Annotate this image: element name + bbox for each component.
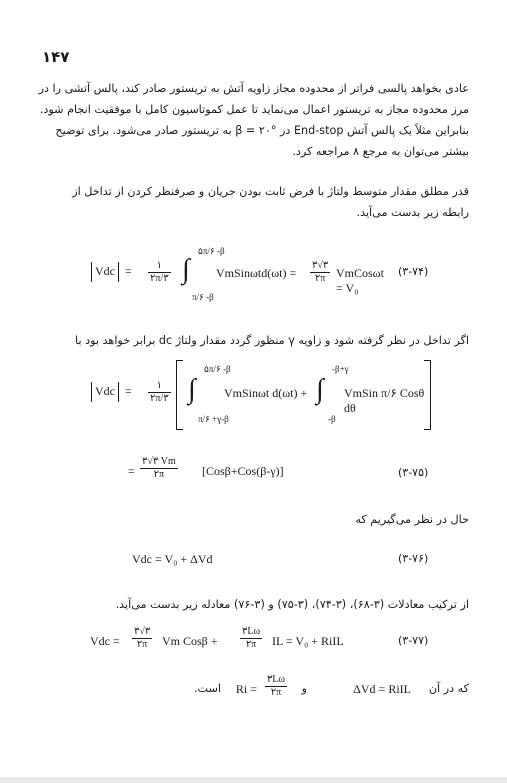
- paragraph-line: قدر مطلق مقدار متوسط ولتاژ با فرض ثابت بودن جریان و صرفنظر کردن از تداخل از: [72, 185, 469, 198]
- paragraph-line: بنابراین مثلاً یک پالس آتش End-stop در °۲۰ = β به تریستور صادر می‌شود. برای توضیح: [55, 124, 469, 137]
- page-number: ۱۴۷: [42, 48, 70, 66]
- eq75-line2-fraction: $\frac{۳√۳ Vm}{۲\pi}$: [142, 456, 176, 480]
- paragraph-line: رابطه زیر بدست می‌آید.: [356, 206, 469, 219]
- eq75-int1-lower: π/۶ +γ-β: [198, 414, 229, 424]
- integral-sign: ∫: [316, 374, 324, 405]
- right-bracket: [424, 360, 431, 430]
- eq74-integrand: VmSinωtd(ωt) =: [216, 266, 297, 280]
- paragraph-line: از ترکیب معادلات (۳-۶۸)، (۳-۷۴)، (۳-۷۵) و (۳-۷۶) معادله زیر بدست می‌آید.: [115, 598, 469, 611]
- equation-number-75: (۳-۷۵): [398, 466, 429, 479]
- eq74-rhs: VmCosωt = V₀: [336, 266, 384, 295]
- eq78-ri-fraction: $\frac{۳L\omega}{۲\pi}$: [266, 674, 285, 698]
- equation-number-74: (۳-۷۴): [398, 265, 429, 278]
- equation-number-77: (۳-۷۷): [398, 634, 429, 647]
- eq75-int1-body: VmSinωt d(ωt) +: [224, 386, 308, 400]
- eq77-rhs: IL = V₀ + RiIL: [272, 634, 344, 648]
- equation-74: Vdc = ۱ ۲π/۳ ∫ ۵π/۶ -β π/۶ -β VmSinωtd(ωt) = ۳√۳ ۲π VmCosωt = V₀: [88, 246, 388, 306]
- eq75-int2-lower: -β: [328, 414, 336, 424]
- eq75-int1-upper: ۵π/۶ -β: [204, 364, 231, 374]
- paragraph-line: حال در نظر می‌گیریم که: [355, 513, 469, 526]
- paragraph-line: مرز محدوده مجاز به تریستور اعمال می‌نماید تا عمل کموتاسیون کامل با موفقیت انجام شود.: [39, 103, 469, 116]
- eq74-coefficient: ۱ ۲π/۳: [150, 260, 169, 284]
- left-bracket: [176, 360, 183, 430]
- eq75-coefficient: ۱ ۲π/۳: [150, 380, 169, 404]
- eq78-ri-lhs: Ri =: [235, 682, 257, 696]
- equation-75: Vdc = ۱ ۲π/۳ ∫ ۵π/۶ -β π/۶ +γ-β VmSinωt d(ωt) + ∫ -β+γ -β VmSin π/۶ Cosθ dθ: [88, 356, 428, 436]
- eq77-lhs: Vdc =: [90, 634, 120, 648]
- equation-number-76: (۳-۷۶): [398, 552, 429, 565]
- eq77-mid: Vm Cosβ +: [162, 634, 218, 648]
- bottom-edge: [0, 777, 507, 783]
- eq75-int2-body: VmSin π/۶ Cosθ dθ: [344, 386, 425, 415]
- eq75-lhs: Vdc: [95, 383, 115, 398]
- equation-77: [90, 624, 390, 660]
- paragraph-line: اگر تداخل در نظر گرفته شود و زاویه γ منظور گردد مقدار ولتاژ dc برابر خواهد بود با: [75, 334, 469, 347]
- integral-sign: ∫: [188, 374, 196, 405]
- eq77-fraction-2: $\frac{۳L\omega}{۲\pi}$: [242, 626, 261, 650]
- definition-suffix: است.: [193, 682, 221, 695]
- paragraph-line: عادی بخواهد پالسی فراتر از محدوده مجاز زاویه آتش به تریستور صادر کند، پالس آتشی را در: [38, 82, 469, 95]
- paragraph-end-stop: [29, 78, 469, 162]
- integral-sign: ∫: [182, 254, 190, 285]
- paragraph-average-voltage: [29, 181, 469, 223]
- paragraph-combination: [29, 594, 469, 615]
- eq75-int2-upper: -β+γ: [332, 364, 349, 374]
- equation-76: Vdc = V₀ + ΔVd: [132, 552, 213, 566]
- definition-and: و: [301, 682, 307, 695]
- paragraph-consider: [29, 509, 469, 530]
- definition-line: [29, 672, 469, 708]
- eq74-lhs: Vdc: [95, 263, 115, 278]
- paragraph-line: بیشتر می‌توان به مرجع ۸ مراجعه کرد.: [292, 145, 469, 158]
- eq74-lower-limit: π/۶ -β: [192, 292, 214, 302]
- equation-75-line2: = $\frac{۳√۳ Vm}{۲\pi}$ [Cosβ+Cos(β-γ)]: [128, 456, 284, 480]
- eq77-fraction-1: ۳√۳ ۲π: [134, 626, 151, 650]
- paragraph-overlap: [29, 330, 469, 351]
- eq74-upper-limit: ۵π/۶ -β: [198, 246, 225, 256]
- eq78-dv: ΔVd = RiIL: [353, 682, 411, 696]
- eq74-fraction: ۳√۳ ۲π: [312, 260, 329, 284]
- eq75-line2-rhs: [Cosβ+Cos(β-γ)]: [202, 464, 284, 478]
- definition-prefix: که در آن: [428, 682, 469, 695]
